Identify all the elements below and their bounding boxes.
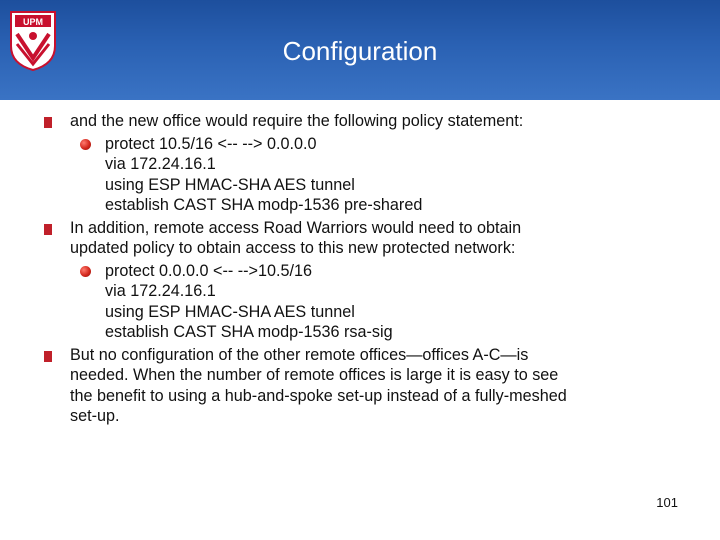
policy-line: via 172.24.16.1 bbox=[105, 155, 216, 173]
policy-line: protect 0.0.0.0 <-- -->10.5/16 bbox=[105, 261, 312, 280]
bullet-text: set-up. bbox=[70, 407, 120, 425]
bullet-text: In addition, remote access Road Warriors would need to obtain bbox=[70, 218, 522, 237]
policy-line: protect 10.5/16 <-- --> 0.0.0.0 bbox=[105, 134, 317, 153]
bullet-text: the benefit to using a hub-and-spoke set-up instead of a fully-meshed bbox=[70, 386, 567, 405]
bullet-item-1 bbox=[44, 111, 684, 132]
policy-line: via 172.24.16.1 bbox=[105, 282, 216, 300]
policy-line: establish CAST SHA modp-1536 rsa-sig bbox=[105, 323, 393, 341]
policy-line: using ESP HMAC-SHA AES tunnel bbox=[105, 302, 355, 321]
slide-title: Configuration bbox=[282, 36, 438, 66]
round-bullet-icon bbox=[80, 139, 91, 150]
square-bullet-icon bbox=[44, 117, 52, 128]
page-number: 101 bbox=[656, 495, 678, 510]
bullet-text: But no configuration of the other remote offices—offices A-C—is bbox=[70, 345, 529, 364]
sub-bullet-item-1 bbox=[44, 134, 684, 216]
bullet-text: and the new office would require the following policy statement: bbox=[70, 112, 524, 130]
sub-bullet-item-2 bbox=[44, 261, 684, 343]
square-bullet-icon bbox=[44, 224, 52, 235]
logo-text: UPM bbox=[23, 17, 43, 27]
round-bullet-icon bbox=[80, 266, 91, 277]
policy-line: establish CAST SHA modp-1536 pre-shared bbox=[105, 196, 423, 214]
square-bullet-icon bbox=[44, 351, 52, 362]
header-bar bbox=[0, 0, 720, 100]
slide-content bbox=[44, 111, 684, 429]
policy-line: using ESP HMAC-SHA AES tunnel bbox=[105, 175, 355, 194]
bullet-item-2 bbox=[44, 218, 684, 259]
bullet-text: needed. When the number of remote offices is large it is easy to see bbox=[70, 366, 559, 384]
bullet-text: updated policy to obtain access to this new protected network: bbox=[70, 239, 516, 257]
bullet-item-3 bbox=[44, 345, 684, 427]
